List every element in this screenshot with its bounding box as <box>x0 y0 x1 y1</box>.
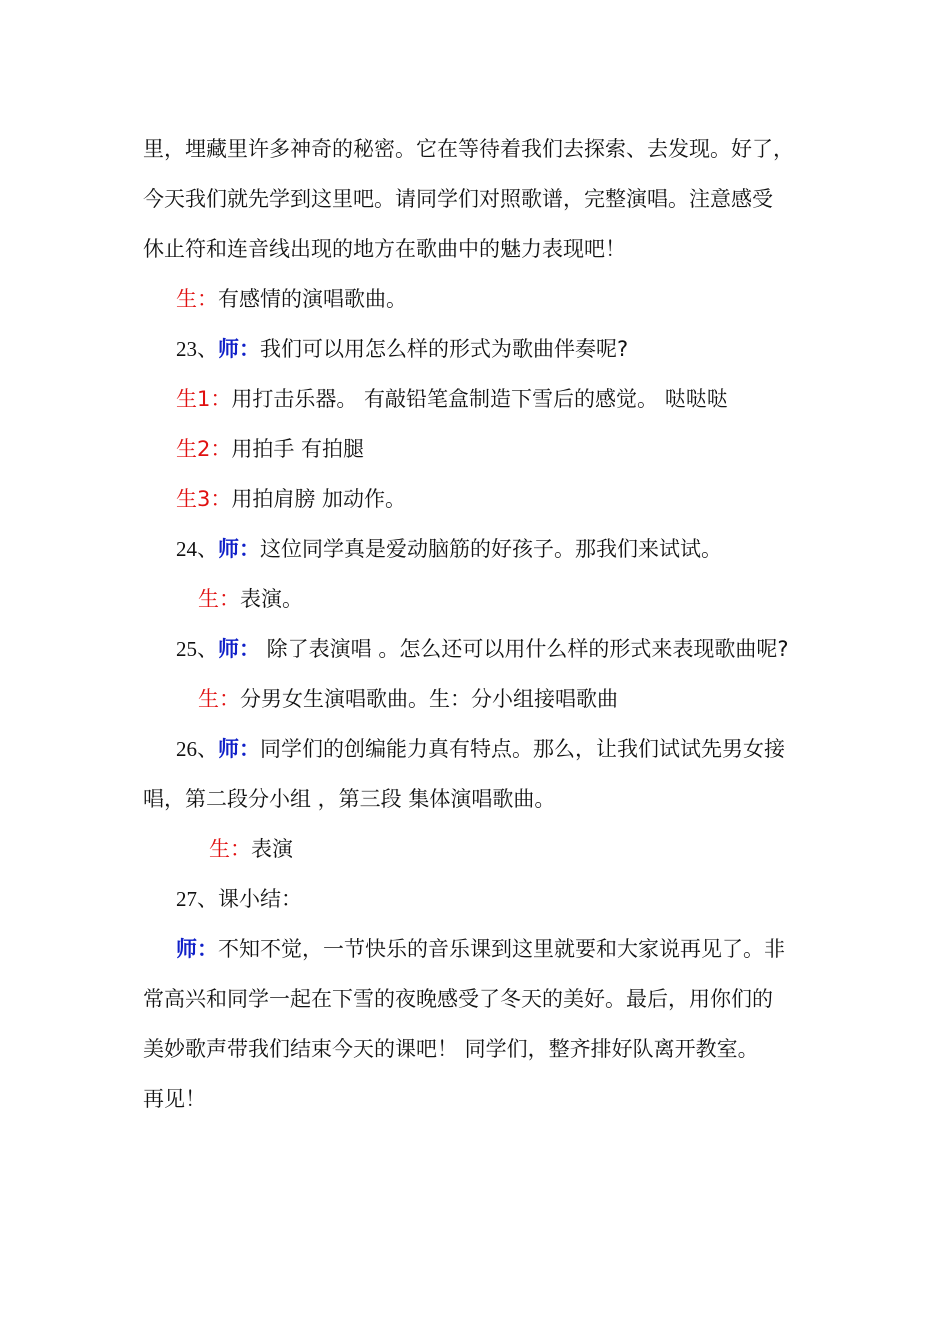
student-line <box>198 574 878 624</box>
item-number: 26、 <box>176 737 218 761</box>
item-number: 23、 <box>176 337 218 361</box>
student-label: 生： <box>198 687 240 711</box>
line-text: 用拍肩膀 加动作。 <box>231 487 407 511</box>
student-line <box>176 274 856 324</box>
paragraph-line <box>143 1074 823 1124</box>
student-line <box>176 374 856 424</box>
line-text: 表演。 <box>240 587 303 611</box>
student-line <box>176 474 856 524</box>
student-line <box>176 424 856 474</box>
teacher-line <box>176 724 856 774</box>
student-label: 生： <box>198 587 240 611</box>
line-text: 里，埋藏里许多神奇的秘密。它在等待着我们去探索、去发现。好了， <box>143 137 794 161</box>
teacher-label: 师： <box>218 637 260 661</box>
line-text: 课小结： <box>218 887 302 911</box>
teacher-label: 师： <box>218 537 260 561</box>
item-number: 27、 <box>176 887 218 911</box>
paragraph-line <box>143 174 823 224</box>
line-text: 不知不觉，一节快乐的音乐课到这里就要和大家说再见了。非 <box>218 937 785 961</box>
student-label: 生1： <box>176 387 232 411</box>
paragraph-line <box>143 124 823 174</box>
teacher-line <box>176 324 856 374</box>
line-text: 再见！ <box>143 1087 206 1111</box>
line-text: 常高兴和同学一起在下雪的夜晚感受了冬天的美好。最后，用你们的 <box>143 987 773 1011</box>
student-label: 生2： <box>176 437 232 461</box>
student-label: 生： <box>209 837 251 861</box>
line-text: 这位同学真是爱动脑筋的好孩子。那我们来试试。 <box>260 537 722 561</box>
student-label: 生： <box>176 287 218 311</box>
line-text: 用打击乐器。 有敲铅笔盒制造下雪后的感觉。 哒哒哒 <box>231 387 728 411</box>
item-number: 25、 <box>176 637 218 661</box>
line-text: 美妙歌声带我们结束今天的课吧！ 同学们，整齐排好队离开教室。 <box>143 1037 759 1061</box>
teacher-line <box>176 924 856 974</box>
teacher-label: 师： <box>176 937 218 961</box>
paragraph-line <box>143 774 823 824</box>
line-text: 表演 <box>251 837 293 861</box>
line-text: 休止符和连音线出现的地方在歌曲中的魅力表现吧！ <box>143 237 626 261</box>
line-text: 同学们的创编能力真有特点。那么，让我们试试先男女接 <box>260 737 785 761</box>
teacher-line <box>176 524 856 574</box>
line-text: 分男女生演唱歌曲。生：分小组接唱歌曲 <box>240 687 618 711</box>
student-label: 生3： <box>176 487 232 511</box>
line-text: 唱，第二段分小组 ，第三段 集体演唱歌曲。 <box>143 787 556 811</box>
student-line <box>198 674 878 724</box>
item-number: 24、 <box>176 537 218 561</box>
student-line <box>209 824 889 874</box>
teacher-label: 师： <box>218 337 260 361</box>
line-text: 我们可以用怎么样的形式为歌曲伴奏呢? <box>260 337 629 361</box>
line-text: 有感情的演唱歌曲。 <box>218 287 407 311</box>
section-line <box>176 874 856 924</box>
paragraph-line <box>143 224 823 274</box>
line-text: 用拍手 有拍腿 <box>231 437 365 461</box>
paragraph-line <box>143 974 823 1024</box>
line-text: 除了表演唱 。怎么还可以用什么样的形式来表现歌曲呢? <box>260 637 789 661</box>
teacher-label: 师： <box>218 737 260 761</box>
paragraph-line <box>143 1024 823 1074</box>
line-text: 今天我们就先学到这里吧。请同学们对照歌谱，完整演唱。注意感受 <box>143 187 773 211</box>
teacher-line <box>176 624 856 674</box>
